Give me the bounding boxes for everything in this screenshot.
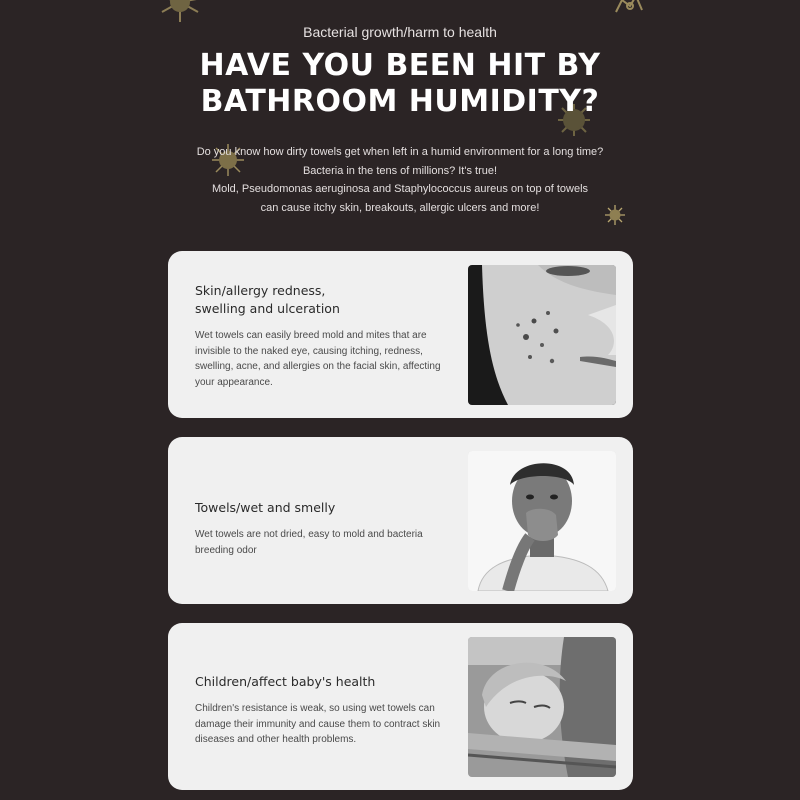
intro-text (0, 143, 800, 217)
card-title (195, 499, 445, 517)
card-description: Wet towels can easily breed mold and mites that are invisible to the naked eye, causing itching, redness, swelling, acne, and allergies on the facial skin, affecting your appearance. (195, 330, 441, 388)
info-card-children (168, 623, 633, 790)
card-title (195, 673, 445, 691)
info-card-skin (168, 251, 633, 418)
card-title-line: swelling and ulceration (195, 301, 340, 316)
section-kicker: Bacterial growth/harm to health (303, 24, 497, 40)
title-line: HAVE YOU BEEN HIT BY (199, 48, 601, 83)
child-holding-nose-photo (468, 451, 616, 591)
card-title-line: Towels/wet and smelly (195, 500, 336, 515)
card-title-line: Skin/allergy redness, (195, 283, 326, 298)
card-title-line: Children/affect baby's health (195, 674, 376, 689)
intro-line: Do you know how dirty towels get when left in a humid environment for a long time? (196, 146, 604, 158)
virus-icon (608, 0, 648, 20)
card-description: Children's resistance is weak, so using wet towels can damage their immunity and cause them to contract skin diseases and other health problems. (195, 703, 441, 745)
virus-icon (150, 0, 210, 26)
page-title (0, 48, 800, 120)
card-description: Wet towels are not dried, easy to mold and bacteria breeding odor (195, 529, 423, 556)
sleeping-child-photo (468, 637, 616, 777)
card-title (195, 282, 445, 318)
intro-line: Bacteria in the tens of millions? It's true! (302, 164, 498, 177)
title-line: BATHROOM HUMIDITY? (200, 84, 600, 119)
info-card-smell (168, 437, 633, 604)
intro-line: can cause itchy skin, breakouts, allergic ulcers and more! (260, 201, 540, 214)
acne-face-photo (468, 265, 616, 405)
intro-line: Mold, Pseudomonas aeruginosa and Staphylococcus aureus on top of towels (211, 183, 589, 195)
